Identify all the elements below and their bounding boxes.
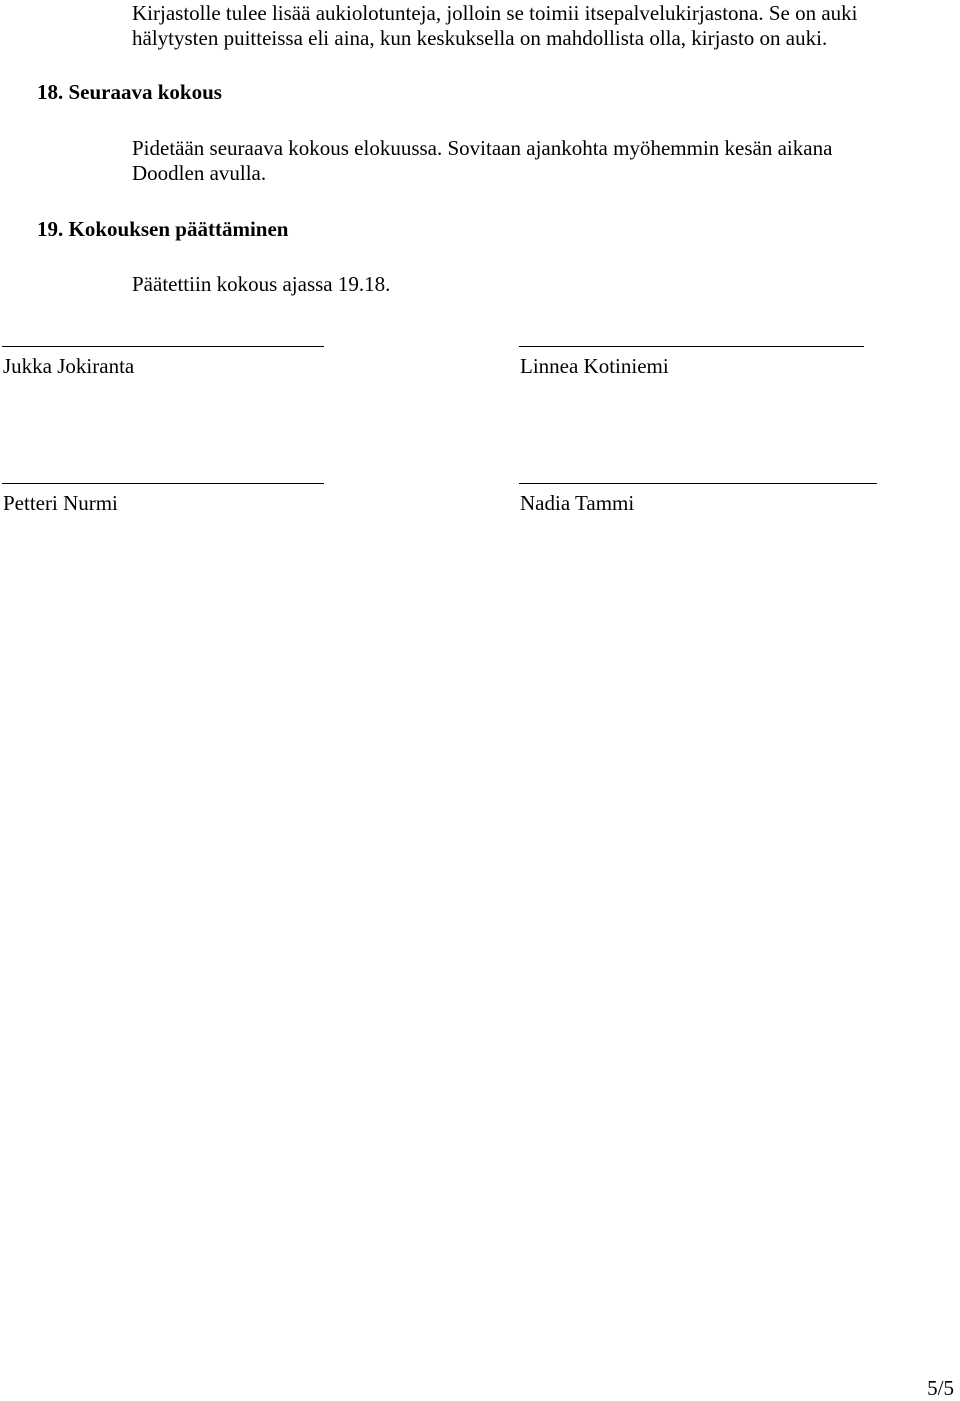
section-18-line-1: Pidetään seuraava kokous elokuussa. Sovitaan ajankohta myöhemmin kesän aikana — [132, 136, 833, 160]
signature-name: Jukka Jokiranta — [3, 354, 135, 378]
signature-block-1 — [2, 346, 324, 378]
page-number: 5/5 — [927, 1376, 954, 1400]
signature-line — [519, 346, 864, 347]
signature-block-2 — [519, 346, 864, 378]
signature-name: Linnea Kotiniemi — [520, 354, 669, 378]
intro-line-1: Kirjastolle tulee lisää aukiolotunteja, jolloin se toimii itsepalvelukirjastona. Se on auki — [132, 1, 858, 25]
signature-line — [2, 346, 324, 347]
section-19-paragraph — [132, 272, 954, 297]
section-18-paragraph — [132, 136, 954, 186]
signature-block-3 — [2, 483, 324, 515]
section-18-line-2: Doodlen avulla. — [132, 161, 267, 185]
signature-line — [2, 483, 324, 484]
signature-name: Petteri Nurmi — [3, 491, 118, 515]
intro-paragraph — [132, 1, 954, 51]
signature-line — [519, 483, 877, 484]
section-19-heading: 19. Kokouksen päättäminen — [37, 217, 289, 241]
signature-block-4 — [519, 483, 877, 515]
section-19-line-1: Päätettiin kokous ajassa 19.18. — [132, 272, 391, 296]
intro-line-2: hälytysten puitteissa eli aina, kun keskuksella on mahdollista olla, kirjasto on auki. — [132, 26, 828, 50]
section-18-heading: 18. Seuraava kokous — [37, 80, 222, 104]
signature-name: Nadia Tammi — [520, 491, 635, 515]
